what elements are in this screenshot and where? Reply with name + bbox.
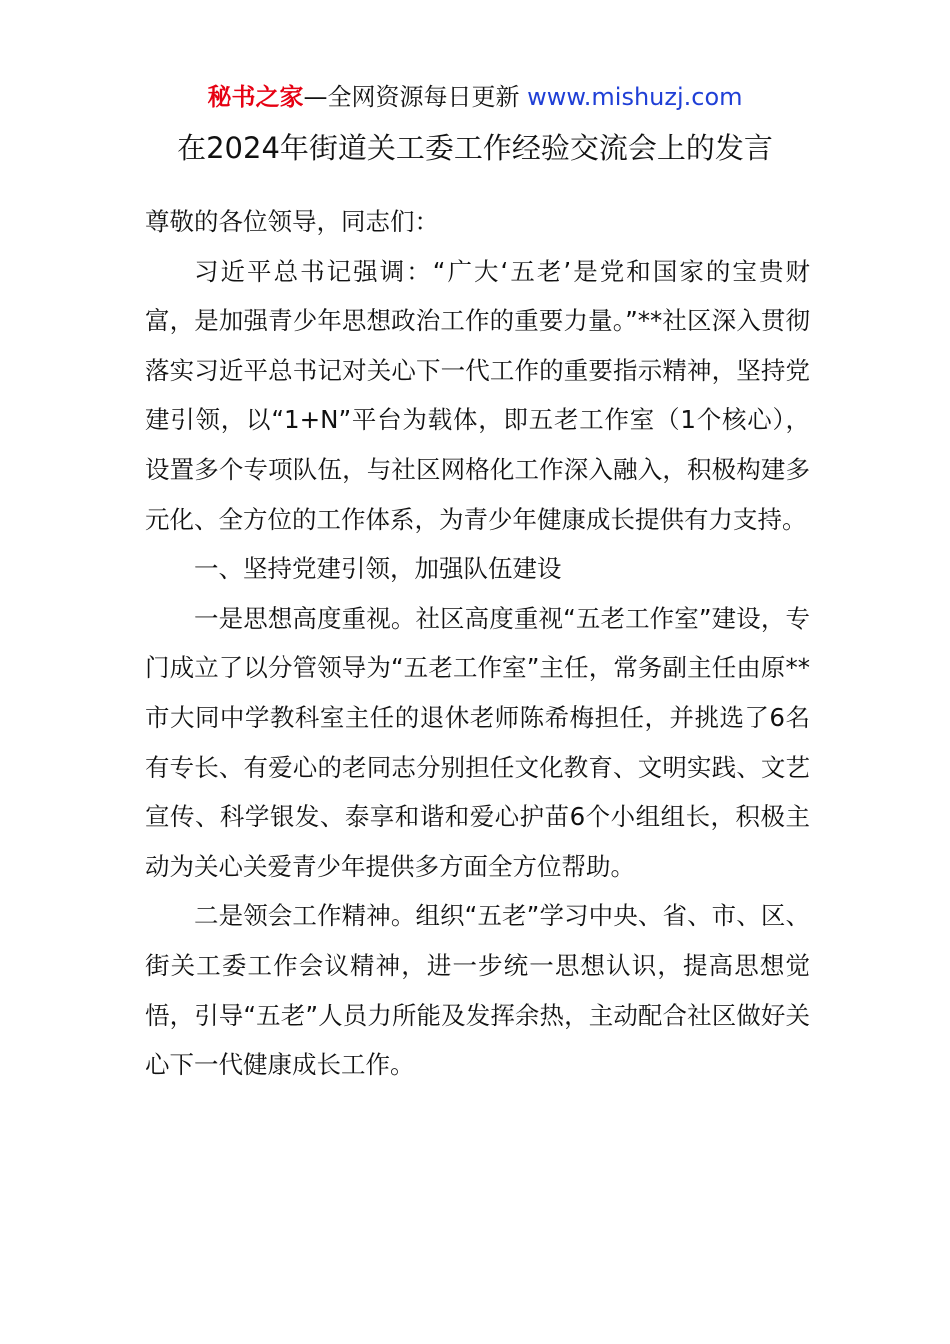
site-header <box>0 80 950 114</box>
brand-name: 秘书之家 <box>207 83 304 111</box>
document-title: 在2024年街道关工委工作经验交流会上的发言 <box>177 131 773 165</box>
document-body <box>145 197 810 1090</box>
site-url[interactable]: www.mishuzj.com <box>527 83 743 111</box>
paragraph-point-1: 一是思想高度重视。社区高度重视“五老工作室”建设，专门成立了以分管领导为“五老工作室”主任，常务副主任由原**市大同中学教科室主任的退休老师陈希梅担任，并挑选了6名有专长、有爱心的老同志分别担任文化教育、文明实践、文艺宣传、科学银发、泰享和谐和爱心护苗6个小组组长，积极主动为关心关爱青少年提供多方面全方位帮助。 <box>145 603 810 881</box>
paragraph-point-2: 二是领会工作精神。组织“五老”学习中央、省、市、区、街关工委工作会议精神，进一步统一思想认识，提高思想觉悟，引导“五老”人员力所能及发挥余热，主动配合社区做好关心下一代健康成长工作。 <box>145 901 810 1080</box>
header-tagline: —全网资源每日更新 <box>303 83 520 111</box>
salutation: 尊敬的各位领导，同志们： <box>145 207 439 236</box>
paragraph-intro: 习近平总书记强调：“广大‘五老’是党和国家的宝贵财富，是加强青少年思想政治工作的重要力量。”**社区深入贯彻落实习近平总书记对关心下一代工作的重要指示精神，坚持党建引领，以“1+N”平台为载体，即五老工作室（1个核心），设置多个专项队伍，与社区网格化工作深入融入，积极构建多元化、全方位的工作体系，为青少年健康成长提供有力支持。 <box>145 256 810 534</box>
section-heading: 一、坚持党建引领，加强队伍建设 <box>194 554 562 584</box>
